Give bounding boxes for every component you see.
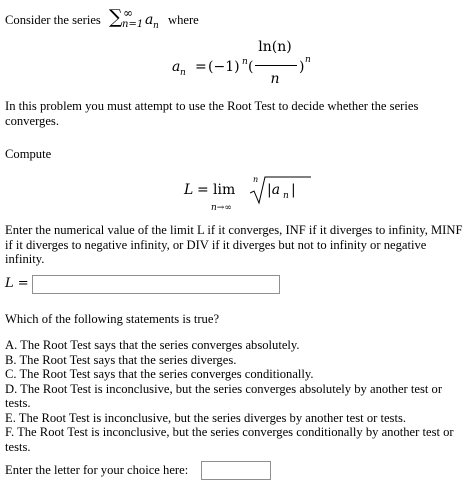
radicand-subscript: n xyxy=(283,191,289,201)
choice-input-label: Enter the letter for your choice here: xyxy=(5,463,189,477)
formula-sign-exponent: n xyxy=(242,57,248,67)
formula-sign: (−1) xyxy=(208,59,240,75)
fraction-bar xyxy=(255,65,297,66)
series-term: a xyxy=(145,12,154,28)
limit-L: L xyxy=(184,182,194,198)
option-a: A. The Root Test says that the series converges absolutely. xyxy=(5,338,300,352)
formula-numerator: ln(n) xyxy=(258,39,292,55)
sigma-symbol: ∑ xyxy=(109,6,123,28)
limit-expression xyxy=(180,170,310,215)
limit-answer-input[interactable] xyxy=(32,275,280,294)
limit-subscript: n→∞ xyxy=(211,203,232,213)
option-c: C. The Root Test says that the series converges conditionally. xyxy=(5,367,314,381)
radicand: |a xyxy=(267,182,281,198)
sum-lower-limit: n=1 xyxy=(122,19,144,30)
formula-denominator: n xyxy=(270,71,280,87)
option-b: B. The Root Test says that the series diverges. xyxy=(5,352,237,367)
question-text: Which of the following statements is true? xyxy=(5,312,220,326)
intro-suffix: where xyxy=(168,13,199,27)
option-e: E. The Root Test is inconclusive, but the series diverges by another test or tests. xyxy=(5,410,407,425)
formula-power: n xyxy=(305,55,311,65)
options-list xyxy=(5,338,467,454)
L-input-label: L = xyxy=(5,276,29,291)
choice-answer-input[interactable] xyxy=(201,461,271,480)
formula-open-paren: ( xyxy=(248,59,254,75)
series-term-subscript: n xyxy=(153,21,159,31)
series-intro xyxy=(5,6,305,31)
formula-equals: = xyxy=(195,59,207,75)
instruction-text: In this problem you must attempt to use the Root Test to decide whether the series converges. xyxy=(5,99,419,128)
radical-sign xyxy=(250,175,312,205)
intro-prefix: Consider the series xyxy=(5,13,101,27)
radicand-close: | xyxy=(291,182,296,198)
compute-label: Compute xyxy=(5,147,52,161)
root-index: n xyxy=(253,175,259,184)
formula-lhs: a xyxy=(172,59,181,75)
limit-equals: = xyxy=(197,182,209,198)
limit-operator: lim xyxy=(213,182,236,198)
option-f: F. The Root Test is inconclusive, but the series converges conditionally by another test or tests. xyxy=(5,425,454,454)
option-d: D. The Root Test is inconclusive, but the series converges absolutely by another test or tests. xyxy=(5,381,443,410)
sequence-formula xyxy=(160,40,320,90)
limit-answer-instructions: Enter the numerical value of the limit L if it converges, INF if it diverges to infinity, MINF if it diverges to negative infinity, or DIV if it diverges but not to infinity or negative infinity. xyxy=(5,223,463,266)
formula-lhs-subscript: n xyxy=(180,68,186,78)
sum-upper-limit: ∞ xyxy=(123,6,133,20)
formula-close-paren: ) xyxy=(299,59,305,75)
